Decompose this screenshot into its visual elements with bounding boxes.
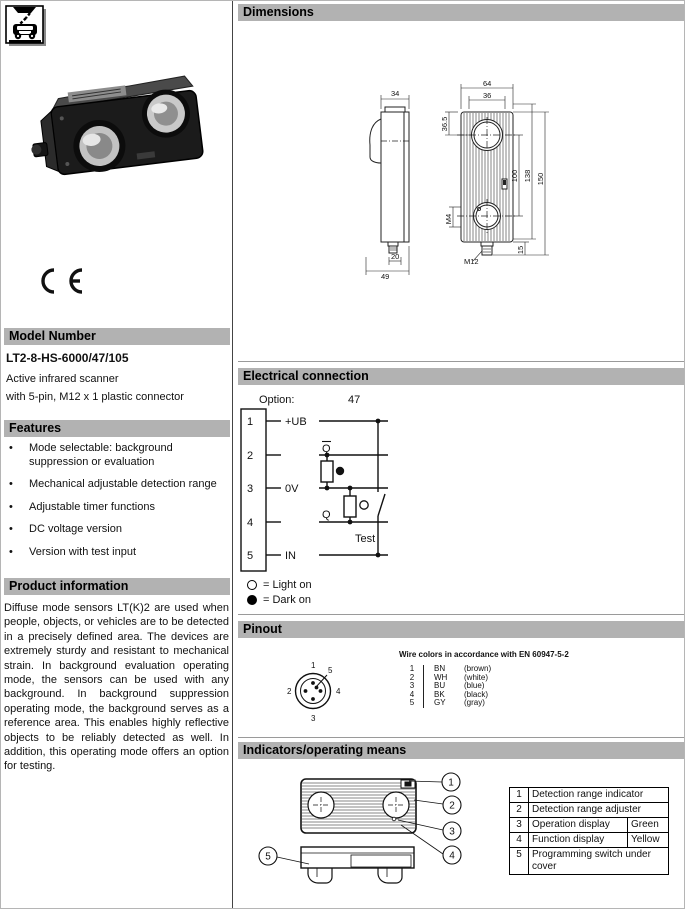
pinout-header: Pinout: [238, 621, 685, 638]
wire-row: 2 WH (white): [409, 672, 489, 682]
connector-diagram: [284, 651, 354, 725]
table-divider: [423, 699, 434, 708]
dimensions-drawing: [361, 79, 566, 299]
resistor-qbar: [321, 461, 333, 482]
dark-on-dot: [336, 467, 344, 475]
dim-m12: M12: [464, 257, 479, 266]
connector-pin-4: 4: [336, 687, 341, 696]
dim-20: 20: [391, 252, 400, 261]
callout-1: 1: [448, 777, 454, 789]
table-divider: [423, 691, 434, 700]
dim-49: 49: [381, 272, 390, 281]
signal-0v: 0V: [285, 483, 299, 495]
feature-item: • Version with test input: [4, 546, 228, 560]
table-row: 1 Detection range indicator: [510, 788, 669, 803]
table-divider: [423, 674, 434, 683]
signal-ub: +UB: [285, 416, 307, 428]
callout-2: 2: [449, 800, 455, 812]
light-on-dot: [360, 501, 368, 509]
table-row: 5 Programming switch under cover: [510, 848, 669, 875]
bullet: •: [9, 478, 13, 490]
open-circle-icon: [247, 580, 257, 590]
section-separator: [238, 614, 685, 615]
connector-pin-3: 3: [311, 714, 316, 723]
pin-4: 4: [247, 517, 254, 529]
wire-colors-table: [405, 665, 519, 708]
dim-lens-offset: 36.5: [440, 116, 449, 132]
callout-5: 5: [265, 851, 271, 863]
dim-150: 150: [536, 172, 545, 186]
indicators-table: [509, 787, 669, 875]
resistor-q: [344, 496, 356, 517]
table-divider: [423, 665, 434, 674]
ce-mark: [33, 267, 85, 300]
connector-pin-2: 2: [287, 687, 292, 696]
section-separator: [238, 361, 685, 362]
signal-in: IN: [285, 550, 296, 562]
option-value: 47: [348, 394, 361, 406]
status-color-green: Green: [628, 818, 669, 833]
dim-m4: M4: [444, 213, 453, 225]
pin-2: 2: [247, 450, 254, 462]
circuit-diagram: [238, 404, 413, 576]
dim-100: 100: [510, 169, 519, 183]
legend-light-on: = Light on: [247, 577, 312, 592]
dim-side-width: 34: [391, 89, 400, 98]
feature-item: • Mode selectable: background suppression or evaluation: [4, 442, 228, 469]
bullet: •: [9, 523, 13, 535]
output-qbar-label: Q: [322, 443, 331, 455]
connector-pin-1: 1: [311, 661, 316, 670]
model-description-1: Active infrared scanner: [6, 373, 119, 385]
wire-row: 1 BN (brown): [409, 664, 492, 673]
electrical-connection-header: Electrical connection: [238, 368, 685, 385]
legend-dark-on: = Dark on: [247, 592, 311, 607]
connector-pin-5: 5: [328, 666, 333, 675]
model-number-value: LT2-8-HS-6000/47/105: [6, 351, 129, 365]
indicators-drawing: [251, 767, 481, 909]
dim-15: 15: [516, 245, 525, 255]
table-row: 2 Detection range adjuster: [510, 803, 669, 818]
dimensions-header: Dimensions: [238, 4, 685, 21]
section-separator: [238, 737, 685, 738]
product-information-body: Diffuse mode sensors LT(K)2 are used when people, objects, or vehicles are to be detected in a precisely defined area. The devices are extremely sturdy and resistant to mechanical strain. In background evaluation operating mode, the sensors can be used with any background. In background suppression operating mode, the background serves as a reference area. This enables highly reflective objects to be reliably detected as well. In addition, this operating mode offers an option for testing.: [4, 602, 229, 773]
callout-3: 3: [449, 826, 455, 838]
pin-3: 3: [247, 483, 254, 495]
table-row: 4 Function display Yellow: [510, 833, 669, 848]
wire-row: 3 BU (blue): [409, 681, 485, 691]
feature-item: • Adjustable timer functions: [4, 501, 228, 515]
test-label: Test: [355, 533, 376, 545]
wire-colors-note: Wire colors in accordance with EN 60947-5-2: [399, 650, 569, 659]
dim-front-width: 64: [483, 79, 492, 88]
model-number-header: Model Number: [4, 328, 230, 345]
ce-mark-icon: [33, 267, 85, 295]
output-q-label: Q: [322, 509, 331, 521]
product-photo: [26, 67, 221, 199]
bullet: •: [9, 545, 13, 558]
features-header: Features: [4, 420, 230, 437]
indicators-header: Indicators/operating means: [238, 742, 685, 759]
dim-138: 138: [523, 169, 532, 183]
vehicle-detection-icon: [5, 5, 47, 47]
product-information-header: Product information: [4, 578, 230, 595]
callout-4: 4: [449, 850, 455, 862]
feature-item: • DC voltage version: [4, 523, 228, 537]
table-row: 3 Operation display Green: [510, 818, 669, 833]
filled-circle-icon: [247, 595, 257, 605]
column-divider: [232, 1, 233, 909]
table-divider: [423, 682, 434, 691]
bullet: •: [9, 500, 13, 513]
bullet: •: [9, 442, 13, 454]
model-description-2: with 5-pin, M12 x 1 plastic connector: [6, 391, 184, 403]
status-color-yellow: Yellow: [628, 833, 669, 848]
feature-item: • Mechanical adjustable detection range: [4, 478, 228, 492]
wire-row: 5 GY (gray): [409, 698, 485, 708]
wire-row: 4 BK (black): [409, 689, 489, 699]
pin-5: 5: [247, 550, 254, 562]
pin-1: 1: [247, 416, 254, 428]
option-label: Option:: [259, 394, 295, 406]
dim-lens-width: 36: [483, 91, 492, 100]
features-list: [4, 442, 228, 568]
